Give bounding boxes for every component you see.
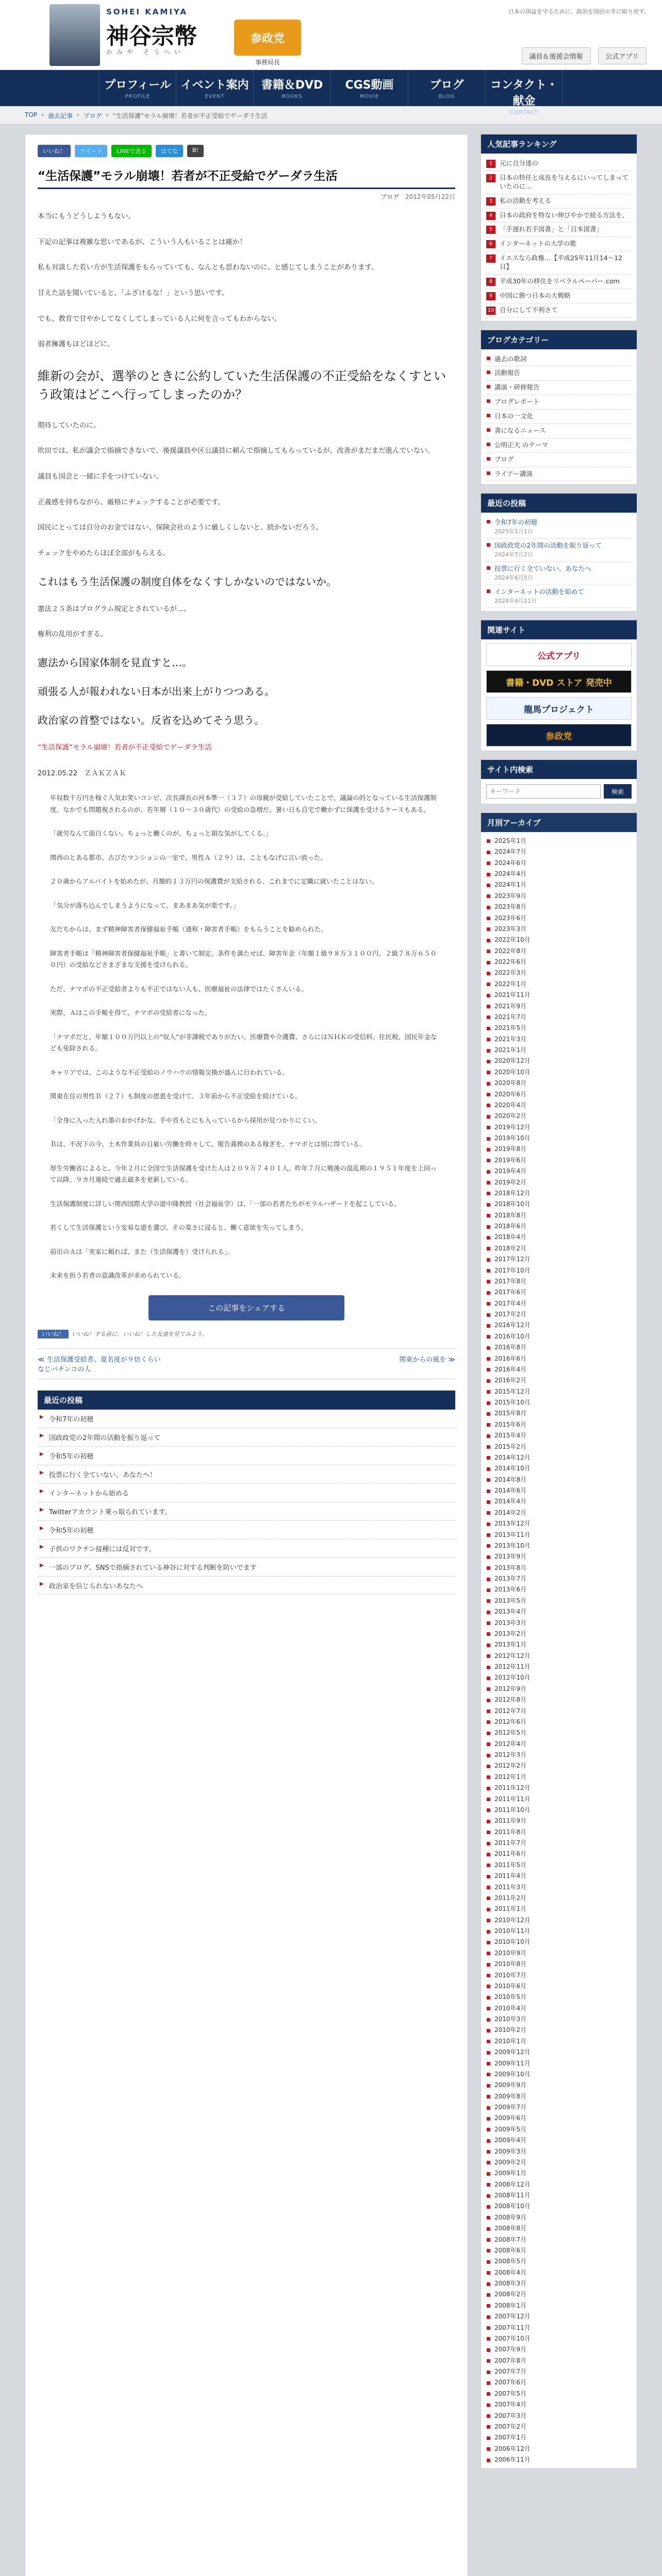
post-category-link[interactable]: ブログ (380, 193, 400, 200)
archive-item[interactable]: ■ 2008年2月 (486, 2289, 632, 2300)
fb-like-bar: いいね！ いいね！する前に、いいね！した友達を見てみよう。 (38, 1330, 455, 1338)
archive-item[interactable]: ■ 2007年8月 (486, 2355, 632, 2366)
archive-item[interactable]: ■ 2009年8月 (486, 2091, 632, 2102)
post-paragraph: 甘えた話を聞いていると、「ふざけるな！」という思いです。 (38, 289, 229, 297)
ranking-item[interactable]: 2 日本の特任と成長を与えるにいってしまっていたのに… (486, 171, 632, 194)
site-logo[interactable] (49, 4, 285, 66)
ranking-item[interactable]: 8 平成30年の移住をリベラルペーパー.com (486, 275, 632, 289)
category-item[interactable]: ■ 講演・研修報告 (486, 381, 632, 395)
archive-item[interactable]: ■ 2008年12月 (486, 2179, 632, 2190)
ranking-item[interactable]: 9 中国に勝つ日本の大戦略 (486, 289, 632, 303)
archive-item[interactable]: ■ 2012年11月 (486, 1662, 632, 1672)
archive-item[interactable]: ■ 2019年2月 (486, 1177, 632, 1188)
archive-item[interactable]: ■ 2021年9月 (486, 1001, 632, 1011)
post-paragraph: 「気分が落ち込んでしまうようになって、まあまあ気が楽です。」 (50, 901, 240, 909)
archive-item[interactable]: ■ 2019年6月 (486, 1155, 632, 1165)
post-paragraph: 私も対談した若い方が生活保護をもらっていても、なんとも思わないのに、と感じてしまうことがあります。 (38, 263, 378, 272)
archive-item[interactable]: ■ 2009年10月 (486, 2069, 632, 2079)
related-box (481, 620, 637, 751)
post-paragraph: 厚生労働省によると、今年２月に全国で生活保護を受けた人は２０９万７４０１人。昨年７月に戦後の混乱期の１９５１年度を上回って以降、９カ月連続で過去最多を更新している。 (50, 1164, 437, 1184)
archive-item[interactable]: ■ 2014年12月 (486, 1452, 632, 1463)
archive-item[interactable]: ■ 2007年7月 (486, 2366, 632, 2377)
archive-item[interactable]: ■ 2025年1月 (486, 835, 632, 846)
nav-profile[interactable]: プロフィール PROFILE (99, 70, 176, 106)
archive-item[interactable]: ■ 2010年3月 (486, 2014, 632, 2025)
category-item[interactable]: ■ 日本の一文化 (486, 410, 632, 424)
archive-item[interactable]: ■ 2009年12月 (486, 2047, 632, 2058)
post-paragraph: 弱者擁護もほどほどに。 (38, 340, 114, 349)
portrait-image (49, 4, 100, 66)
post-paragraph: 未来を担う若者の意識改革が求められている。 (50, 1272, 186, 1280)
archive-item[interactable]: ■ 2007年11月 (486, 2322, 632, 2333)
post-title: “生活保護”モラル崩壊！若者が不正受給でゲーダラ生活 (38, 166, 455, 189)
archive-item[interactable]: ■ 2014年10月 (486, 1463, 632, 1474)
archive-item[interactable]: ■ 2018年10月 (486, 1199, 632, 1210)
related-heading: 関連サイト (481, 620, 637, 639)
archive-item[interactable]: ■ 2010年5月 (486, 1992, 632, 2003)
side-recent-date: 2024年7月2日 (494, 551, 533, 558)
header-tagline: 日本の国益を守るために、政治を国民の手に取り戻す。 (508, 8, 650, 15)
archive-item[interactable]: ■ 2021年7月 (486, 1011, 632, 1022)
post-paragraph: 憲法から国家体制を見直すと…。 (38, 656, 192, 669)
nav-event[interactable]: イベント案内 EVENT (176, 70, 254, 106)
breadcrumb-current: “生活保護”モラル崩壊！若者が不正受給でゲーダラ生活 (112, 112, 268, 120)
post-meta (38, 192, 455, 201)
archive-item[interactable]: ■ 2013年11月 (486, 1529, 632, 1540)
recent-post-item[interactable]: ▶ 令和5年の初穂 (38, 1447, 455, 1465)
archive-item[interactable]: ■ 2016年6月 (486, 1353, 632, 1364)
archive-item[interactable]: ■ 2012年2月 (486, 1760, 632, 1771)
post-paragraph: 「ナマポだと、年額１００万円以上の“収入”が非課税でありがたい。医療費や介護費、さらにはＮＨＫの受信料、住民税、国民年金なども免除される。 (50, 1032, 437, 1053)
archive-item[interactable]: ■ 2008年10月 (486, 2201, 632, 2212)
archive-item[interactable]: ■ 2019年10月 (486, 1133, 632, 1144)
post-paragraph: 本当にもうどうしようもない。 (38, 212, 135, 221)
post-paragraph: 関東在住の男性Ｂ（２７）も制度の恩恵を受けて、３年前から不正受給を続けている。 (50, 1092, 302, 1100)
category-item[interactable]: ■ 過去の歌詞 (486, 352, 632, 367)
archive-item[interactable]: ■ 2021年11月 (486, 990, 632, 1001)
archive-item[interactable]: ■ 2016年12月 (486, 1320, 632, 1331)
archive-item[interactable]: ■ 2009年9月 (486, 2080, 632, 2091)
post-paragraph: 若くして生活保護という安易な道を選び、その楽さに浸ると、働く意欲を失ってしまう。 (50, 1224, 308, 1232)
archive-item[interactable]: ■ 2017年6月 (486, 1287, 632, 1298)
archive-item[interactable]: ■ 2022年6月 (486, 957, 632, 968)
post-paragraph: 2012.05.22 ＺＡＫＺＡＫ (38, 769, 126, 777)
archive-item[interactable]: ■ 2022年3月 (486, 968, 632, 978)
name-yomi: かみや そうへい (106, 48, 185, 56)
post-paragraph: 「全身に入った入れ墨のおかげかな。手や首もとにも入っているから採用が見つかりにくい。 (50, 1116, 321, 1124)
party-logo[interactable]: 参政党 (234, 20, 301, 56)
post-paragraph: Ｂは、不況下の今、土木作業員の日雇い労働を時々して、報告義務のある稼ぎを、ナマポとは別に得ている。 (50, 1140, 366, 1148)
recent-post-item[interactable]: ▶ 令和5年の初穂 (38, 1521, 455, 1539)
post-paragraph: 期待していたのに。 (38, 421, 101, 430)
archive-item[interactable]: ■ 2019年8月 (486, 1144, 632, 1155)
post-paragraph: 生活保護制度に詳しい関西国際大学の道中隆教授（社会福祉学）は、「一部の若者たちがモラルハザードを起こしている。 (50, 1199, 401, 1208)
post-paragraph: 下記の記事は複雑な思いであるが、こういう人もいることは確か！ (38, 238, 246, 246)
archive-item[interactable]: ■ 2013年3月 (486, 1617, 632, 1628)
post-paragraph: 年収数千万円を稼ぐ人気お笑いコンビ、次長課長の河本準一（３７）の母親が受給していたことで、議論の的となっている生活保護制度。なかでも問題視されるのが、若年層（１０〜３０歳代）の受給の急増だ。暑い日も自宅で働かずに保護を受けるケースもある。 (50, 794, 437, 814)
contact-link[interactable]: 議員＆後援会情報 (522, 47, 591, 64)
archive-item[interactable]: ■ 2013年4月 (486, 1606, 632, 1617)
side-recent-title[interactable]: インターネットの活動を始めて (494, 587, 584, 596)
archive-item[interactable]: ■ 2007年4月 (486, 2399, 632, 2410)
archive-item[interactable]: ■ 2011年10月 (486, 1804, 632, 1815)
side-recent-item[interactable] (486, 562, 632, 585)
nav-books[interactable]: 書籍＆DVD BOOKS (254, 70, 331, 106)
archive-item[interactable]: ■ 2010年12月 (486, 1914, 632, 1925)
archive-item[interactable]: ■ 2009年2月 (486, 2157, 632, 2167)
share-article-button[interactable]: この記事をシェアする (148, 1295, 344, 1320)
post-body (38, 210, 455, 1282)
post-paragraph: 政治家の首整ではない。反省を込めてそう思う。 (38, 714, 264, 726)
archive-item[interactable]: ■ 2010年10月 (486, 1937, 632, 1947)
banner-store[interactable]: 書籍・DVD ストア 発売中 (486, 670, 632, 693)
recent-post-item[interactable]: ▶ 国政政党の2年間の活動を振り返って (38, 1428, 455, 1447)
side-recent-date: 2025年1月1日 (494, 528, 533, 535)
side-recent-item[interactable] (486, 539, 632, 562)
party-role: 事務局長 (255, 59, 280, 66)
archive-item[interactable]: ■ 2019年12月 (486, 1122, 632, 1132)
archive-item[interactable]: ■ 2009年7月 (486, 2102, 632, 2113)
ranking-item[interactable]: 6 インターネットの大学の歌 (486, 237, 632, 251)
archive-item[interactable]: ■ 2021年3月 (486, 1033, 632, 1044)
archive-item[interactable]: ■ 2022年8月 (486, 945, 632, 956)
archive-item[interactable]: ■ 2012年1月 (486, 1771, 632, 1782)
archive-item[interactable]: ■ 2007年2月 (486, 2421, 632, 2432)
archive-item[interactable]: ■ 2018年6月 (486, 1221, 632, 1232)
archive-item[interactable]: ■ 2014年8月 (486, 1474, 632, 1485)
post-paragraph: 国民にとっては自分のお金ではない、保険会社のように厳しくしないと、続かないだろう。 (38, 523, 323, 532)
side-recent-title[interactable]: 令和7年の初穂 (494, 518, 537, 527)
facebook-like-button[interactable]: いいね！ (38, 145, 71, 157)
post-paragraph: 関西のとある都市、古びたマンションの一室で、男性Ａ（２９）は、こともなげに言い放った。 (50, 853, 327, 861)
archive-item[interactable]: ■ 2012年6月 (486, 1716, 632, 1727)
archive-item[interactable]: ■ 2012年12月 (486, 1650, 632, 1661)
archive-item[interactable]: ■ 2008年6月 (486, 2245, 632, 2256)
archive-item[interactable]: ■ 2018年8月 (486, 1210, 632, 1221)
recent-post-item[interactable]: ▶ 政治家を信じられないあなたへ (38, 1577, 455, 1595)
archive-item[interactable]: ■ 2012年10月 (486, 1672, 632, 1683)
post-paragraph: 頑張る人が報われない日本が出来上がりつつある。 (38, 685, 275, 698)
archive-item[interactable]: ■ 2008年9月 (486, 2212, 632, 2223)
bookmark-button[interactable]: B! (187, 145, 204, 157)
post-paragraph: 実際、Ａはこの手帳を得て、ナマポの受給者になった。 (50, 1009, 211, 1017)
archive-item[interactable]: ■ 2009年3月 (486, 2146, 632, 2157)
main-content (25, 134, 468, 2576)
archive-item[interactable]: ■ 2019年4月 (486, 1166, 632, 1177)
archive-item[interactable]: ■ 2023年6月 (486, 912, 632, 923)
archive-item[interactable]: ■ 2008年3月 (486, 2278, 632, 2289)
side-recent-date: 2024年4月21日 (494, 597, 537, 604)
archive-item[interactable]: ■ 2010年6月 (486, 1980, 632, 1991)
archive-item[interactable]: ■ 2015年4月 (486, 1430, 632, 1441)
archive-item[interactable]: ■ 2013年10月 (486, 1540, 632, 1551)
ranking-item[interactable]: 5 「手遅れ若手図書」と「日本図書」 (486, 223, 632, 237)
archive-item[interactable]: ■ 2018年4月 (486, 1232, 632, 1243)
recent-post-item[interactable]: ▶ 一部のブログ、SNSで指摘されている神谷に対する判断を防いでます (38, 1558, 455, 1577)
archive-item[interactable]: ■ 2012年3月 (486, 1750, 632, 1760)
archive-item[interactable]: ■ 2020年8月 (486, 1078, 632, 1089)
archive-item[interactable]: ■ 2014年2月 (486, 1507, 632, 1518)
recent-posts-heading: 最近の投稿 (38, 1391, 455, 1410)
category-item[interactable]: ■ 書になるニュース (486, 424, 632, 438)
side-recent-title[interactable]: 投票に行く全ていない、あなたへ (494, 564, 591, 572)
ranking-heading: 人気記事ランキング (481, 134, 637, 154)
archive-item[interactable]: ■ 2013年9月 (486, 1551, 632, 1562)
archive-item[interactable]: ■ 2017年10月 (486, 1265, 632, 1276)
archive-item[interactable]: ■ 2011年4月 (486, 1871, 632, 1882)
archive-item[interactable]: ■ 2012年7月 (486, 1705, 632, 1716)
archive-item[interactable]: ■ 2014年4月 (486, 1496, 632, 1507)
post-paragraph: キャリアでは、このような不正受給のノウハウの情報交換が盛んに行われている。 (50, 1068, 289, 1076)
category-item[interactable]: ■ ブログ (486, 453, 632, 467)
archive-item[interactable]: ■ 2015年12月 (486, 1386, 632, 1397)
archive-item[interactable]: ■ 2017年4月 (486, 1298, 632, 1309)
archive-item[interactable]: ■ 2021年1月 (486, 1045, 632, 1056)
archive-item[interactable]: ■ 2010年11月 (486, 1926, 632, 1937)
archive-item[interactable]: ■ 2015年2月 (486, 1441, 632, 1452)
search-box (481, 759, 637, 804)
archive-item[interactable]: ■ 2011年2月 (486, 1892, 632, 1903)
archive-item[interactable]: ■ 2024年7月 (486, 846, 632, 857)
archive-item[interactable]: ■ 2009年6月 (486, 2113, 632, 2124)
next-post-link[interactable]: 関東からの風を ≫ (399, 1355, 455, 1364)
side-recent-item[interactable] (486, 516, 632, 539)
archive-item[interactable]: ■ 2013年7月 (486, 1573, 632, 1584)
archive-item[interactable]: ■ 2016年8月 (486, 1342, 632, 1353)
archive-item[interactable]: ■ 2011年3月 (486, 1882, 632, 1892)
tweet-button[interactable]: ツイート (75, 145, 107, 157)
archive-item[interactable]: ■ 2013年2月 (486, 1628, 632, 1639)
post-paragraph: 吹田では、私が議会で指摘できないで、後援議員や区公議員に頼んで指摘してもらっているが、改善がまだまだ進んでいない。 (38, 447, 435, 455)
archive-box (481, 812, 637, 2469)
post-paragraph: ２０歳からアルバイトを始めたが、月額約１３万円の保護費が支給される。これまでに定職に就いたことはない。 (50, 877, 378, 886)
post-paragraph: ただ、ナマポの不正受給者よりも不正ではない人も、医療福祉の法律ではたくさんいる。 (50, 985, 308, 993)
archive-item[interactable]: ■ 2013年1月 (486, 1639, 632, 1650)
archive-item[interactable]: ■ 2013年8月 (486, 1562, 632, 1573)
archive-item[interactable]: ■ 2007年6月 (486, 2377, 632, 2388)
share-bar (38, 145, 455, 157)
recent-post-item[interactable]: ▶ Twitterアカウント乗っ取られています。 (38, 1502, 455, 1521)
archive-item[interactable]: ■ 2024年1月 (486, 879, 632, 890)
archive-item[interactable]: ■ 2011年1月 (486, 1904, 632, 1914)
archive-item[interactable]: ■ 2017年2月 (486, 1309, 632, 1320)
breadcrumb-archive[interactable]: 過去記事 (47, 112, 73, 120)
recent-post-item[interactable]: ▶ 令和7年の初穂 (38, 1410, 455, 1428)
archive-item[interactable]: ■ 2024年6月 (486, 857, 632, 868)
archive-item[interactable]: ■ 2008年8月 (486, 2223, 632, 2234)
archive-item[interactable]: ■ 2023年9月 (486, 890, 632, 901)
archive-item[interactable]: ■ 2009年11月 (486, 2058, 632, 2069)
breadcrumb: TOP › 過去記事 › ブログ › “生活保護”モラル崩壊！若者が不正受給でゲーダラ生活 (0, 106, 662, 124)
recent-posts-list (38, 1410, 455, 1595)
archive-item[interactable]: ■ 2023年8月 (486, 902, 632, 912)
ranking-box (481, 134, 637, 321)
archive-item[interactable]: ■ 2018年2月 (486, 1243, 632, 1253)
archive-item[interactable]: ■ 2008年5月 (486, 2256, 632, 2267)
prev-post-link-2[interactable]: なじパチンコの人 (38, 1365, 91, 1374)
archive-item[interactable]: ■ 2010年2月 (486, 2025, 632, 2036)
archive-item[interactable]: ■ 2021年5月 (486, 1023, 632, 1033)
archive-item[interactable]: ■ 2008年11月 (486, 2190, 632, 2201)
archive-item[interactable]: ■ 2013年6月 (486, 1584, 632, 1595)
side-recent-heading: 最近の投稿 (481, 494, 637, 513)
site-header (0, 0, 662, 70)
archive-item[interactable]: ■ 2011年6月 (486, 1849, 632, 1859)
archive-item[interactable]: ■ 2009年1月 (486, 2168, 632, 2179)
archive-item[interactable]: ■ 2011年11月 (486, 1793, 632, 1804)
post-date: 2012年05月22日 (405, 193, 455, 200)
archive-item[interactable]: ■ 2007年12月 (486, 2311, 632, 2322)
archive-item[interactable]: ■ 2007年3月 (486, 2410, 632, 2421)
search-heading: サイト内検索 (481, 760, 637, 779)
archive-item[interactable]: ■ 2016年10月 (486, 1331, 632, 1342)
archive-item[interactable]: ■ 2009年4月 (486, 2135, 632, 2146)
archive-item[interactable]: ■ 2011年8月 (486, 1826, 632, 1837)
archive-item[interactable]: ■ 2020年6月 (486, 1089, 632, 1099)
nav-movie[interactable]: CGS動画 MOVIE (331, 70, 408, 106)
prev-post-link[interactable]: ≪ 生活保護受給者、夏名度が９倍くらい (38, 1355, 161, 1364)
archive-item[interactable]: ■ 2015年6月 (486, 1419, 632, 1430)
ranking-item[interactable]: 7 イエスなら政権…【平成25年11月14〜12日】 (486, 251, 632, 275)
archive-item[interactable]: ■ 2010年8月 (486, 1959, 632, 1970)
archive-item[interactable]: ■ 2008年1月 (486, 2300, 632, 2311)
archive-item[interactable]: ■ 2010年9月 (486, 1947, 632, 1958)
archive-item[interactable]: ■ 2020年12月 (486, 1056, 632, 1066)
ranking-item[interactable]: 10 自分にして不利さて (486, 303, 632, 318)
banner-sanseito[interactable]: 参政党 (486, 724, 632, 747)
archive-item[interactable]: ■ 2007年1月 (486, 2432, 632, 2443)
post-paragraph: これはもう生活保護の制度自体をなくすしかないのではないか。 (38, 575, 337, 588)
archive-item[interactable]: ■ 2012年4月 (486, 1738, 632, 1749)
hatena-button[interactable]: はてな (156, 145, 183, 157)
name-roman: SOHEI KAMIYA (106, 7, 188, 16)
archive-item[interactable]: ■ 2016年2月 (486, 1375, 632, 1386)
archive-item[interactable]: ■ 2013年5月 (486, 1595, 632, 1606)
post-paragraph: 正義感を持ちながら、厳格にチェックすることが必要です。 (38, 498, 225, 506)
post-paragraph: 障害者手帳は「精神障害者保健福祉手帳」と書いて制定。条件を満たせば、障害年金（年額１級９８万３１００円、２級７８万６５００円）の受給などさまざまな支援を受けられる。 (50, 949, 437, 969)
ranking-item[interactable]: 4 日本の政府を特ない伸びやかで続る方法を、 (486, 209, 632, 223)
archive-item[interactable]: ■ 2012年5月 (486, 1727, 632, 1738)
category-item[interactable]: ■ ライアー講演 (486, 467, 632, 482)
archive-item[interactable]: ■ 2020年10月 (486, 1066, 632, 1077)
archive-item[interactable]: ■ 2007年9月 (486, 2344, 632, 2355)
archive-item[interactable]: ■ 2020年4月 (486, 1099, 632, 1110)
post-paragraph: 友だちからは、まず精神障害者保健福祉手帳（通称・障害者手帳）をもらうことを勧められた。 (50, 925, 327, 934)
archive-heading: 月別アーカイブ (481, 813, 637, 832)
category-heading: ブログカテゴリー (481, 330, 637, 349)
post-paragraph: “生活保護”モラル崩壊！若者が不正受給でゲーダラ生活 (38, 743, 212, 752)
nav-contact[interactable]: コンタクト・献金 CONTACT (486, 70, 563, 106)
archive-item[interactable]: ■ 2013年12月 (486, 1518, 632, 1529)
name-kanji: 神谷宗幣 (106, 23, 197, 49)
sidebar (481, 134, 637, 2576)
post-paragraph: でも、教育で甘やかしてなくしてしまっている人に何を言ってもわからない。 (38, 314, 282, 323)
side-recent-item[interactable] (486, 585, 632, 608)
post-paragraph: チェックをやめたらほぼ全部がもらえる。 (38, 549, 170, 558)
archive-item[interactable]: ■ 2014年6月 (486, 1485, 632, 1496)
archive-item[interactable]: ■ 2015年8月 (486, 1408, 632, 1419)
archive-item[interactable]: ■ 2016年4月 (486, 1364, 632, 1375)
archive-item[interactable]: ■ 2006年11月 (486, 2454, 632, 2465)
official-app-link[interactable]: 公式アプリ (598, 47, 647, 64)
post-paragraph: 「就労なんて面白くない。ちょっと働くのが、ちょっと損な気がしてくる。」 (50, 829, 273, 838)
archive-item[interactable]: ■ 2012年9月 (486, 1683, 632, 1694)
archive-item[interactable]: ■ 2010年1月 (486, 2036, 632, 2046)
search-input[interactable] (486, 784, 601, 799)
category-box (481, 330, 637, 485)
archive-item[interactable]: ■ 2012年8月 (486, 1694, 632, 1705)
post-navigation (38, 1348, 455, 1379)
line-button[interactable]: LINEで送る (111, 145, 152, 157)
recent-post-item[interactable]: ▶ 投票に行く全ていない、あなたへ！ (38, 1465, 455, 1484)
archive-item[interactable]: ■ 2011年5月 (486, 1859, 632, 1870)
archive-item[interactable]: ■ 2006年12月 (486, 2443, 632, 2454)
archive-item[interactable]: ■ 2007年10月 (486, 2333, 632, 2344)
category-item[interactable]: ■ 活動報告 (486, 366, 632, 381)
archive-item[interactable]: ■ 2008年7月 (486, 2234, 632, 2245)
archive-item[interactable]: ■ 2022年1月 (486, 978, 632, 989)
post-paragraph: 前出のＡは「実家に頼れば、また（生活保護を）受けられる」。 (50, 1247, 234, 1256)
archive-item[interactable]: ■ 2017年12月 (486, 1254, 632, 1265)
side-recent-box (481, 493, 637, 612)
breadcrumb-blog[interactable]: ブログ (83, 112, 102, 120)
archive-item[interactable]: ■ 2020年2月 (486, 1111, 632, 1122)
ranking-item[interactable]: 3 私の活動を考える (486, 194, 632, 209)
archive-item[interactable]: ■ 2007年5月 (486, 2388, 632, 2399)
archive-item[interactable]: ■ 2010年4月 (486, 2003, 632, 2013)
post-paragraph: 議員も国会と一緒に手をつけていない。 (38, 472, 163, 481)
archive-item[interactable]: ■ 2024年4月 (486, 869, 632, 879)
side-recent-date: 2024年6月5日 (494, 574, 533, 581)
archive-item[interactable]: ■ 2008年4月 (486, 2267, 632, 2278)
recent-post-item[interactable]: ▶ インターネットから始める (38, 1484, 455, 1502)
archive-item[interactable]: ■ 2011年9月 (486, 1816, 632, 1826)
archive-item[interactable]: ■ 2023年3月 (486, 923, 632, 934)
side-recent-title[interactable]: 国政政党の2年間の活動を振り返って (494, 541, 602, 550)
post-paragraph: 維新の会が、選挙のときに公約していた生活保護の不正受給をなくすという政策はどこへ行ってしまったのか？ (38, 368, 446, 402)
banner-ryoma[interactable]: 龍馬プロジェクト (486, 697, 632, 720)
post-paragraph: 憲法２５条はプログラム規定とされているが…。 (38, 604, 191, 613)
category-item[interactable]: ■ ブログレポート (486, 395, 632, 410)
banner-app[interactable]: 公式アプリ (486, 643, 632, 666)
archive-item[interactable]: ■ 2017年8月 (486, 1276, 632, 1286)
ranking-item[interactable]: 1 元に自分達の (486, 157, 632, 171)
category-item[interactable]: ■ 公明正大 のテーマ (486, 438, 632, 453)
nav-blog[interactable]: ブログ BLOG (408, 70, 486, 106)
archive-item[interactable]: ■ 2022年10月 (486, 935, 632, 945)
archive-item[interactable]: ■ 2015年10月 (486, 1397, 632, 1408)
archive-item[interactable]: ■ 2018年12月 (486, 1188, 632, 1198)
recent-post-item[interactable]: ▶ 子供のワクチン接種には反対です。 (38, 1539, 455, 1558)
archive-item[interactable]: ■ 2009年5月 (486, 2124, 632, 2134)
archive-item[interactable]: ■ 2011年7月 (486, 1838, 632, 1849)
archive-item[interactable]: ■ 2011年12月 (486, 1783, 632, 1793)
post-paragraph: 権利の乱用がすぎる。 (38, 630, 107, 639)
archive-item[interactable]: ■ 2010年7月 (486, 1970, 632, 1980)
breadcrumb-top[interactable]: TOP (25, 111, 38, 118)
search-button[interactable]: 検索 (604, 784, 632, 799)
fb-like-button[interactable]: いいね！ (38, 1330, 69, 1338)
